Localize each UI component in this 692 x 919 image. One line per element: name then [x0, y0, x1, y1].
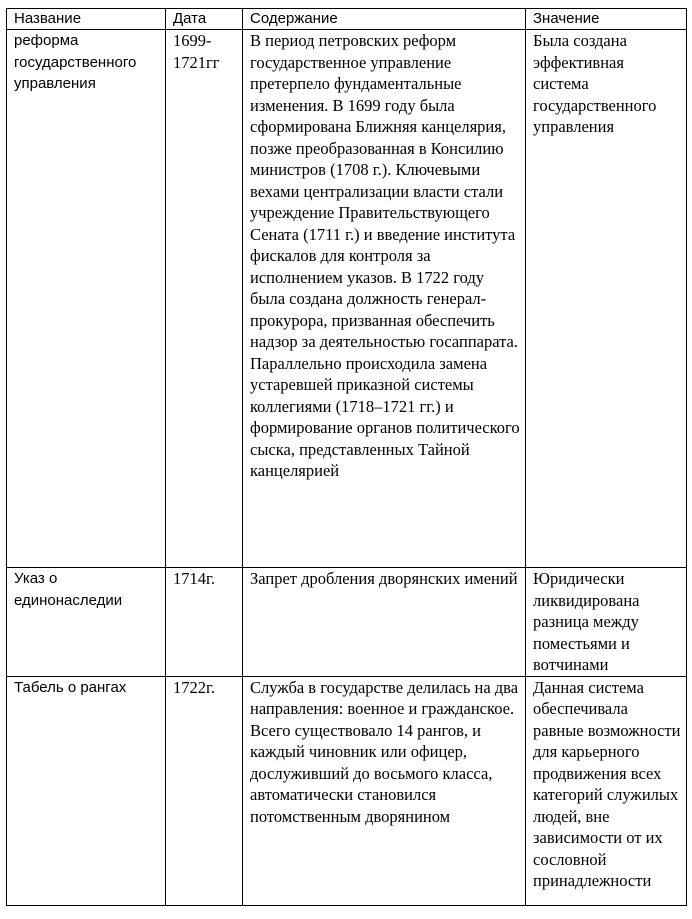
- table-row: [7, 676, 687, 905]
- cell-significance: [526, 568, 687, 677]
- header-name: Название: [7, 9, 166, 30]
- cell-content: [243, 676, 526, 905]
- cell-date-text: 1699-1721гг: [173, 31, 220, 72]
- cell-content: [243, 568, 526, 677]
- cell-significance: [526, 676, 687, 905]
- cell-significance-text: Данная система обеспечивала равные возможности для карьерного продвижения всех категорий служилых людей, вне зависимости от их сословной принадлежности: [533, 677, 681, 890]
- cell-date-text: 1714г.: [173, 569, 216, 588]
- cell-date: [166, 676, 243, 905]
- cell-significance-text: Юридически ликвидирована разница между поместьями и вотчинами: [533, 569, 640, 674]
- header-significance: Значение: [526, 9, 687, 30]
- cell-name-text: Указ о единонаследии: [14, 570, 123, 609]
- cell-name: [7, 30, 166, 568]
- header-date: Дата: [166, 9, 243, 30]
- cell-significance: [526, 30, 687, 568]
- cell-name-text: Табель о рангах: [14, 678, 127, 696]
- header-content: Содержание: [243, 9, 526, 30]
- reforms-table: [6, 8, 687, 906]
- cell-content: [243, 30, 526, 568]
- table-row: [7, 30, 687, 568]
- cell-date-text: 1722г.: [173, 677, 216, 697]
- cell-name-text: реформа государственного управления: [14, 32, 137, 92]
- cell-content-text: Служба в государстве делилась на два направления: военное и гражданское. Всего существовало 14 рангов, и каждый чиновник или офицер, дослуживший до восьмого класса, автоматически становился потомственным дворянином: [250, 677, 519, 826]
- table-row: [7, 568, 687, 677]
- cell-content-text: Запрет дробления дворянских имений: [250, 569, 518, 588]
- cell-date: [166, 30, 243, 568]
- cell-name: [7, 568, 166, 677]
- cell-date: [166, 568, 243, 677]
- cell-significance-text: Была создана эффективная система государственного управления: [533, 31, 657, 136]
- table-header-row: [7, 9, 687, 30]
- cell-name: [7, 676, 166, 905]
- cell-content-text: В период петровских реформ государственное управление претерпело фундаментальные изменения. В 1699 году была сформирована Ближняя канцелярия, позже преобразованная в Консилию министров (1708 г.). Ключевыми вехами централизации власти стали учреждение Правительствующего Сената (1711 г.) и введение института фискалов для контроля за исполнением указов. В 1722 году была создана должность генерал-прокурора, призванная обеспечить надзор за деятельностью госаппарата. Параллельно происходила замена устаревшей приказной системы коллегиями (1718–1721 гг.) и формирование органов политического сыска, представленных Тайной канцелярией: [250, 31, 520, 480]
